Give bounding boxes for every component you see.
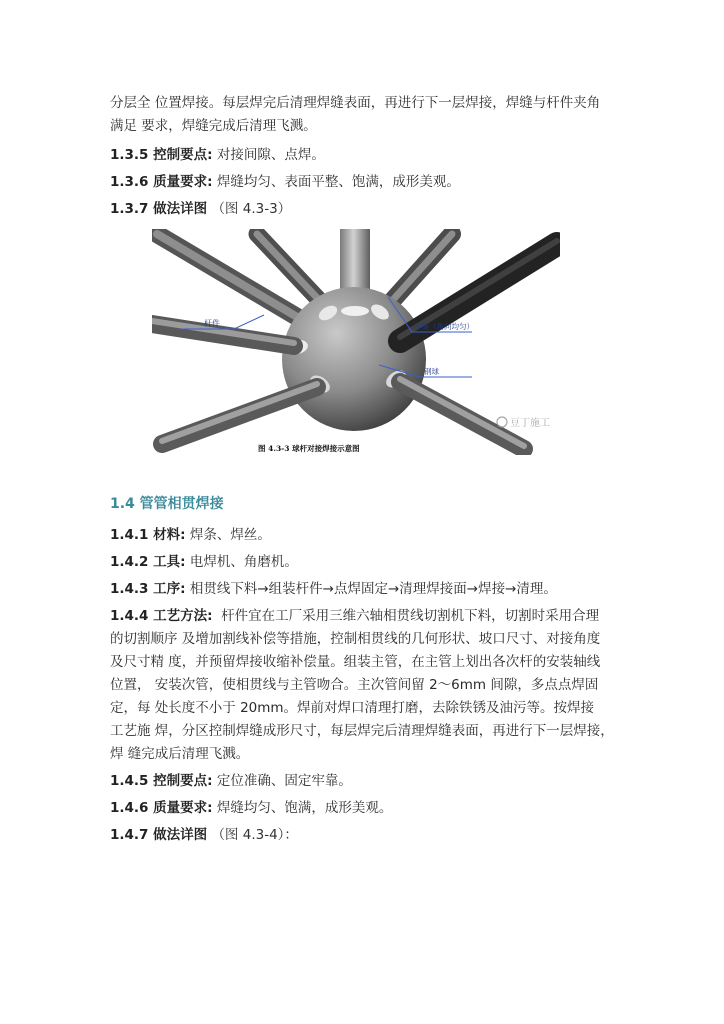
item-1-4-1 xyxy=(110,524,622,547)
item-label: 做法详图 xyxy=(153,201,208,217)
item-number: 1.4.3 xyxy=(110,581,149,597)
item-text: 焊缝均匀、饱满，成形美观。 xyxy=(216,800,393,816)
method-line-3: 及尺寸精 度，并预留焊接收缩补偿量。组装主管，在主管上划出各次杆的安装轴线 xyxy=(110,654,601,670)
item-text: 对接间隙、点焊。 xyxy=(216,147,325,163)
item-number: 1.3.6 xyxy=(110,174,149,190)
ball-rod-diagram xyxy=(152,229,560,455)
method-line-4: 位置， 安装次管，使相贯线与主管吻合。主次管间留 2～6mm 间隙，多点点焊固 xyxy=(110,677,599,693)
item-text: 焊缝均匀、表面平整、饱满，成形美观。 xyxy=(216,174,460,190)
item-label: 质量要求: xyxy=(153,174,213,190)
item-text: （图 4.3-3） xyxy=(211,201,292,217)
method-line-1 xyxy=(110,605,622,628)
item-number: 1.4.2 xyxy=(110,554,149,570)
item-number: 1.4.7 xyxy=(110,827,149,843)
watermark-logo-icon xyxy=(497,417,507,427)
ball-rod-weld-figure xyxy=(152,229,560,455)
item-number: 1.4.1 xyxy=(110,527,149,543)
item-text: 定位准确、固定牢靠。 xyxy=(216,773,352,789)
item-1-4-5 xyxy=(110,770,622,793)
method-line-7: 焊 缝完成后清理飞溅。 xyxy=(110,746,250,762)
weld-ring-icon xyxy=(341,306,369,316)
item-number: 1.4.5 xyxy=(110,773,149,789)
watermark xyxy=(497,417,550,429)
item-label: 控制要点: xyxy=(153,147,213,163)
item-1-4-7 xyxy=(110,824,622,847)
item-text: 相贯线下料→组装杆件→点焊固定→清理焊接面→焊接→清理。 xyxy=(189,581,557,597)
item-1-4-3 xyxy=(110,578,622,601)
item-1-4-6 xyxy=(110,797,622,820)
item-number: 1.4.6 xyxy=(110,800,149,816)
item-number: 1.3.5 xyxy=(110,147,149,163)
intro-line-1: 分层全 位置焊接。每层焊完后清理焊缝表面，再进行下一层焊接，焊缝与杆件夹角 xyxy=(110,95,601,111)
item-text: 电焊机、角磨机。 xyxy=(189,554,298,570)
item-1-3-7 xyxy=(110,198,622,221)
item-number: 1.3.7 xyxy=(110,201,149,217)
label-weld: 焊缝（角向均匀） xyxy=(414,322,474,331)
method-line-5: 定，每 处长度不小于 20mm。焊前对焊口清理打磨，去除铁锈及油污等。按焊接 xyxy=(110,700,595,716)
figure-caption: 图 4.3-3 球杆对接焊接示意图 xyxy=(258,444,360,453)
label-rod: 杆件 xyxy=(204,319,220,328)
label-ball: 钢球 xyxy=(424,367,439,376)
document-page xyxy=(110,92,622,851)
watermark-text: 豆丁施工 xyxy=(510,418,550,429)
item-label: 工艺方法: xyxy=(153,608,213,624)
item-1-3-5 xyxy=(110,144,622,167)
section-title-1-4: 1.4 管管相贯焊接 xyxy=(110,496,224,512)
item-label: 质量要求: xyxy=(153,800,213,816)
method-line-6: 工艺施 焊，分区控制焊缝成形尺寸，每层焊完后清理焊缝表面，再进行下一层焊接， xyxy=(110,723,614,739)
item-label: 材料: xyxy=(153,527,186,543)
item-1-4-4 xyxy=(110,605,622,766)
rod-left xyxy=(152,321,294,346)
item-text: （图 4.3-4）： xyxy=(211,827,298,843)
rod-lower-right xyxy=(400,379,524,449)
method-text: 杆件宜在工厂采用三维六轴相贯线切割机下料，切割时采用合理 xyxy=(221,608,600,624)
intro-line-2: 满足 要求，焊缝完成后清理飞溅。 xyxy=(110,118,317,134)
item-1-4-2 xyxy=(110,551,622,574)
item-1-3-6 xyxy=(110,171,622,194)
item-label: 做法详图 xyxy=(153,827,208,843)
item-text: 焊条、焊丝。 xyxy=(189,527,271,543)
item-number: 1.4.4 xyxy=(110,608,149,624)
item-label: 控制要点: xyxy=(153,773,213,789)
item-label: 工序: xyxy=(153,581,186,597)
method-line-2: 的切割顺序 及增加割线补偿等措施，控制相贯线的几何形状、坡口尺寸、对接角度 xyxy=(110,631,601,647)
item-label: 工具: xyxy=(153,554,186,570)
rod-lower-left xyxy=(162,384,317,444)
